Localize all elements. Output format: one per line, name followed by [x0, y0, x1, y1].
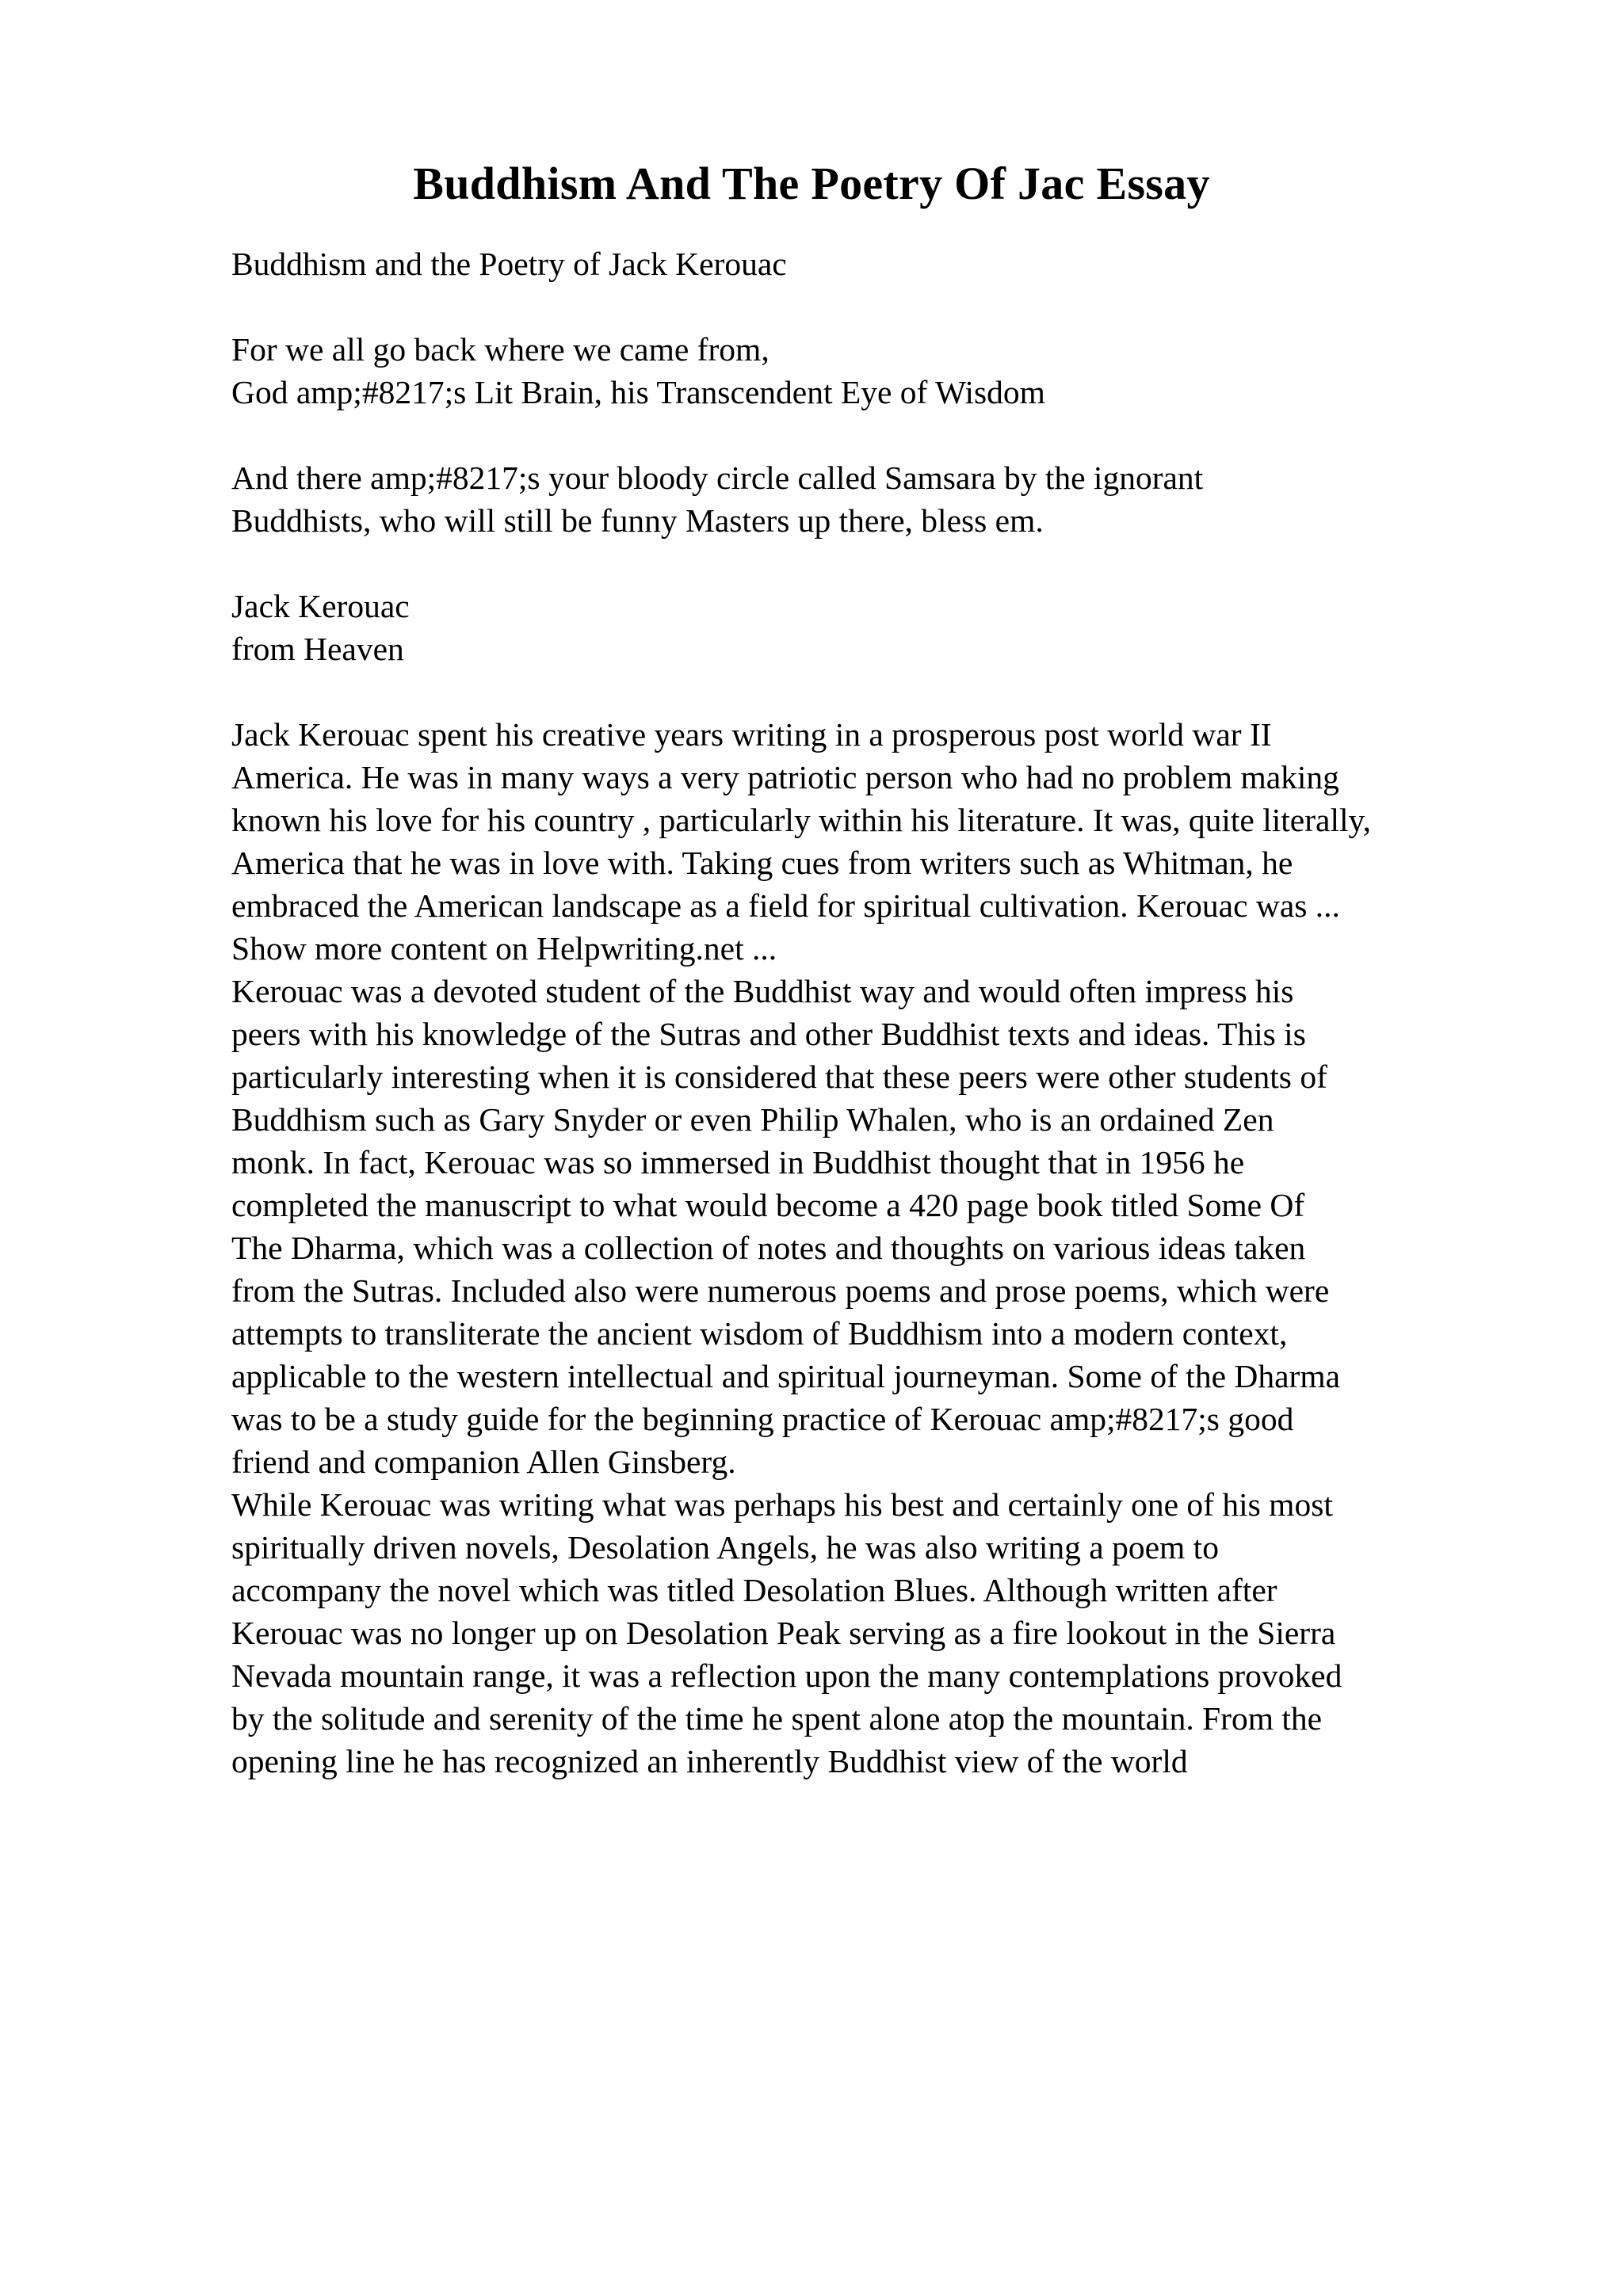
- paragraph-line: known his love for his country , particularly within his literature. It was, quite literally,: [231, 802, 1371, 838]
- paragraph-line: completed the manuscript to what would become a 420 page book titled Some Of: [231, 1187, 1305, 1223]
- paragraph-line: spiritually driven novels, Desolation Angels, he was also writing a poem to: [231, 1529, 1219, 1566]
- poem-stanza-1: [231, 328, 1579, 414]
- paragraph-line: accompany the novel which was titled Desolation Blues. Although written after: [231, 1572, 1277, 1608]
- paragraph-line: embraced the American landscape as a field for spiritual cultivation. Kerouac was ...: [231, 887, 1340, 924]
- paragraph-line: from the Sutras. Included also were numerous poems and prose poems, which were: [231, 1272, 1330, 1309]
- spacer: [231, 542, 1579, 585]
- poem-line: God amp;#8217;s Lit Brain, his Transcendent Eye of Wisdom: [231, 374, 1045, 410]
- essay-subtitle: Buddhism and the Poetry of Jack Kerouac: [231, 246, 787, 282]
- paragraph-1: [231, 713, 1579, 970]
- poem-line: And there amp;#8217;s your bloody circle called Samsara by the ignorant: [231, 460, 1204, 496]
- spacer: [231, 285, 1579, 328]
- poem-line: For we all go back where we came from,: [231, 331, 769, 368]
- paragraph-line: by the solitude and serenity of the time he spent alone atop the mountain. From the: [231, 1700, 1323, 1737]
- attribution-line: from Heaven: [231, 631, 404, 667]
- paragraph-line: friend and companion Allen Ginsberg.: [231, 1444, 736, 1480]
- document-title: Buddhism And The Poetry Of Jac Essay: [413, 158, 1210, 209]
- paragraph-line: Nevada mountain range, it was a reflection upon the many contemplations provoked: [231, 1657, 1342, 1694]
- poem-line: Buddhists, who will still be funny Masters up there, bless em.: [231, 502, 1044, 539]
- attribution-line: Jack Kerouac: [231, 588, 410, 624]
- poem-attribution: [231, 585, 1579, 670]
- paragraph-line: America. He was in many ways a very patriotic person who had no problem making: [231, 759, 1339, 795]
- paragraph-line: Kerouac was a devoted student of the Buddhist way and would often impress his: [231, 973, 1294, 1009]
- paragraph-line: The Dharma, which was a collection of notes and thoughts on various ideas taken: [231, 1230, 1306, 1266]
- paragraph-line: attempts to transliterate the ancient wisdom of Buddhism into a modern context,: [231, 1315, 1288, 1352]
- spacer: [231, 414, 1579, 456]
- poem-stanza-2: [231, 456, 1579, 542]
- paragraph-line: applicable to the western intellectual and spiritual journeyman. Some of the Dharma: [231, 1358, 1341, 1394]
- paragraph-3: [231, 1483, 1579, 1783]
- paragraph-line: monk. In fact, Kerouac was so immersed in Buddhist thought that in 1956 he: [231, 1144, 1245, 1180]
- paragraph-line: Buddhism such as Gary Snyder or even Philip Whalen, who is an ordained Zen: [231, 1101, 1274, 1138]
- paragraph-line: Jack Kerouac spent his creative years writing in a prosperous post world war II: [231, 716, 1272, 753]
- paragraph-line: While Kerouac was writing what was perhaps his best and certainly one of his most: [231, 1486, 1333, 1523]
- paragraph-2: [231, 970, 1579, 1483]
- paragraph-line: America that he was in love with. Taking cues from writers such as Whitman, he: [231, 845, 1293, 881]
- paragraph-line: opening line he has recognized an inherently Buddhist view of the world: [231, 1743, 1188, 1779]
- document-body: [231, 242, 1579, 1783]
- paragraph-line: Kerouac was no longer up on Desolation Peak serving as a fire lookout in the Sierra: [231, 1615, 1336, 1651]
- paragraph-line: peers with his knowledge of the Sutras and other Buddhist texts and ideas. This is: [231, 1016, 1306, 1052]
- paragraph-line: was to be a study guide for the beginning practice of Kerouac amp;#8217;s good: [231, 1401, 1294, 1437]
- show-more-line: Show more content on Helpwriting.net ...: [231, 930, 777, 967]
- paragraph-line: particularly interesting when it is considered that these peers were other students of: [231, 1058, 1327, 1095]
- spacer: [231, 670, 1579, 713]
